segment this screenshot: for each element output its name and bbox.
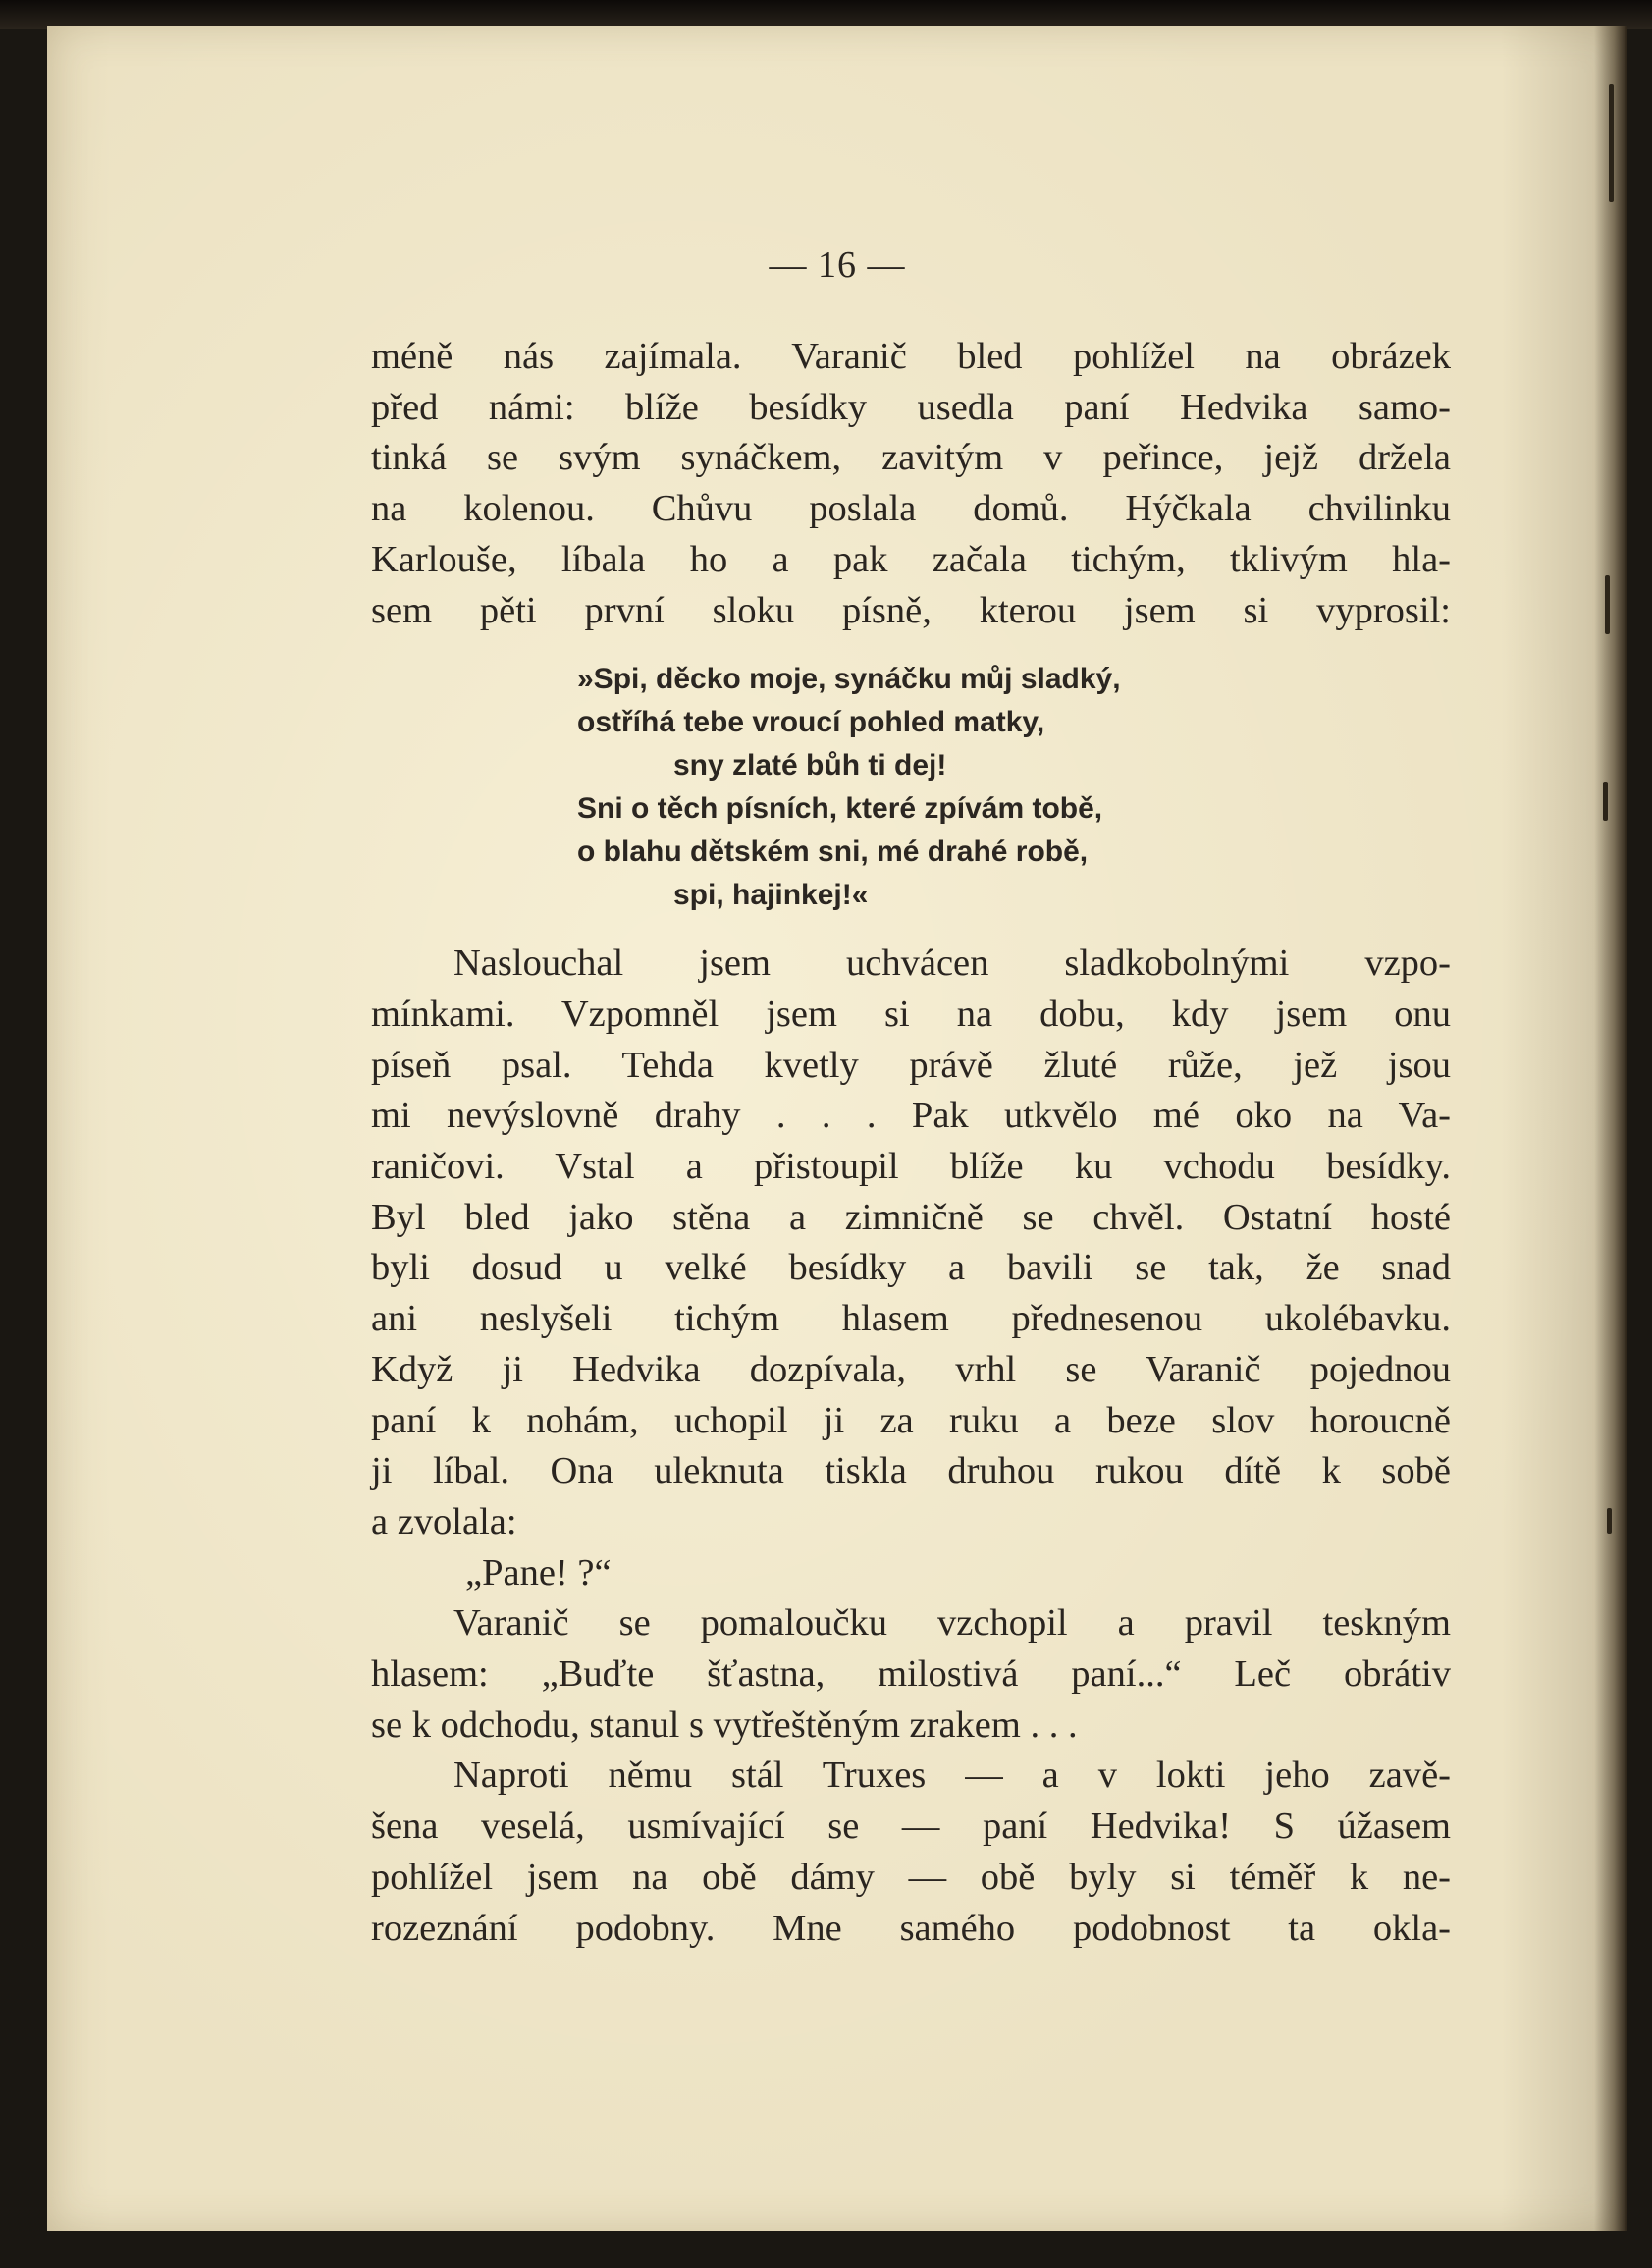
verse-line: spi, hajinkej!« <box>673 879 869 912</box>
text-line: hlasem: „Buďte šťastna, milostivá paní...“ Leč obrátiv <box>371 1653 1451 1696</box>
page-binding-edge <box>1594 26 1627 2231</box>
binding-mark <box>1605 575 1610 634</box>
text-line: ji líbal. Ona uleknuta tiskla druhou rukou dítě k sobě <box>371 1450 1451 1492</box>
text-line: rozeznání podobny. Mne samého podobnost ta okla- <box>371 1907 1451 1949</box>
text-line: tinká se svým synáčkem, zavitým v peřince, jejž držela <box>371 437 1451 479</box>
text-line: paní k nohám, uchopil ji za ruku a beze slov horoucně <box>371 1399 1451 1441</box>
text-line: mínkami. Vzpomněl jsem si na dobu, kdy jsem onu <box>371 993 1451 1035</box>
text-line: Naslouchal jsem uchvácen sladkobolnými vzpo- <box>453 943 1451 985</box>
verse-line: sny zlaté bůh ti dej! <box>673 749 947 783</box>
text-line: se k odchodu, stanul s vytřeštěným zrakem . . . <box>371 1703 1078 1746</box>
verse-line: Sni o těch písních, které zpívám tobě, <box>577 792 1103 826</box>
text-line: sem pěti první sloku písně, kterou jsem si vyprosil: <box>371 589 1451 631</box>
text-line: byli dosud u velké besídky a bavili se tak, že snad <box>371 1247 1451 1289</box>
text-line: Byl bled jako stěna a zimničně se chvěl. Ostatní hosté <box>371 1196 1451 1238</box>
text-line: ani neslyšeli tichým hlasem přednesenou ukolébavku. <box>371 1298 1451 1340</box>
text-line: mi nevýslovně drahy . . . Pak utkvělo mé oko na Va- <box>371 1095 1451 1137</box>
text-line: píseň psal. Tehda kvetly právě žluté růže, jež jsou <box>371 1044 1451 1086</box>
binding-mark <box>1607 1508 1612 1534</box>
text-line: pohlížel jsem na obě dámy — obě byly si téměř k ne- <box>371 1856 1451 1898</box>
text-line: Když ji Hedvika dozpívala, vrhl se Varanič pojednou <box>371 1348 1451 1390</box>
text-line: Naproti němu stál Truxes — a v lokti jeho zavě- <box>453 1755 1451 1797</box>
text-line: raničovi. Vstal a přistoupil blíže ku vchodu besídky. <box>371 1146 1451 1188</box>
verse-line: ostříhá tebe vroucí pohled matky, <box>577 706 1045 739</box>
verse-line: o blahu dětském sni, mé drahé robě, <box>577 836 1089 869</box>
body-text <box>371 332 1451 1954</box>
text-line: Karlouše, líbala ho a pak začala tichým, tklivým hla- <box>371 538 1451 580</box>
binding-mark <box>1609 84 1614 202</box>
page-number: — 16 — <box>769 244 906 286</box>
text-line: na kolenou. Chůvu poslala domů. Hýčkala chvilinku <box>371 488 1451 530</box>
binding-mark <box>1603 782 1608 821</box>
book-page <box>47 26 1627 2231</box>
text-line: a zvolala: <box>371 1500 517 1542</box>
text-line: méně nás zajímala. Varanič bled pohlížel na obrázek <box>371 336 1451 377</box>
text-line: šena veselá, usmívající se — paní Hedvika! S úžasem <box>371 1806 1451 1848</box>
text-line: před námi: blíže besídky usedla paní Hedvika samo- <box>371 386 1451 428</box>
text-line: Varanič se pomaloučku vzchopil a pravil teskným <box>453 1602 1451 1645</box>
verse-line: »Spi, děcko moje, synáčku můj sladký, <box>577 663 1121 696</box>
text-line: „Pane! ?“ <box>465 1551 612 1593</box>
lullaby-verse <box>371 658 1451 917</box>
